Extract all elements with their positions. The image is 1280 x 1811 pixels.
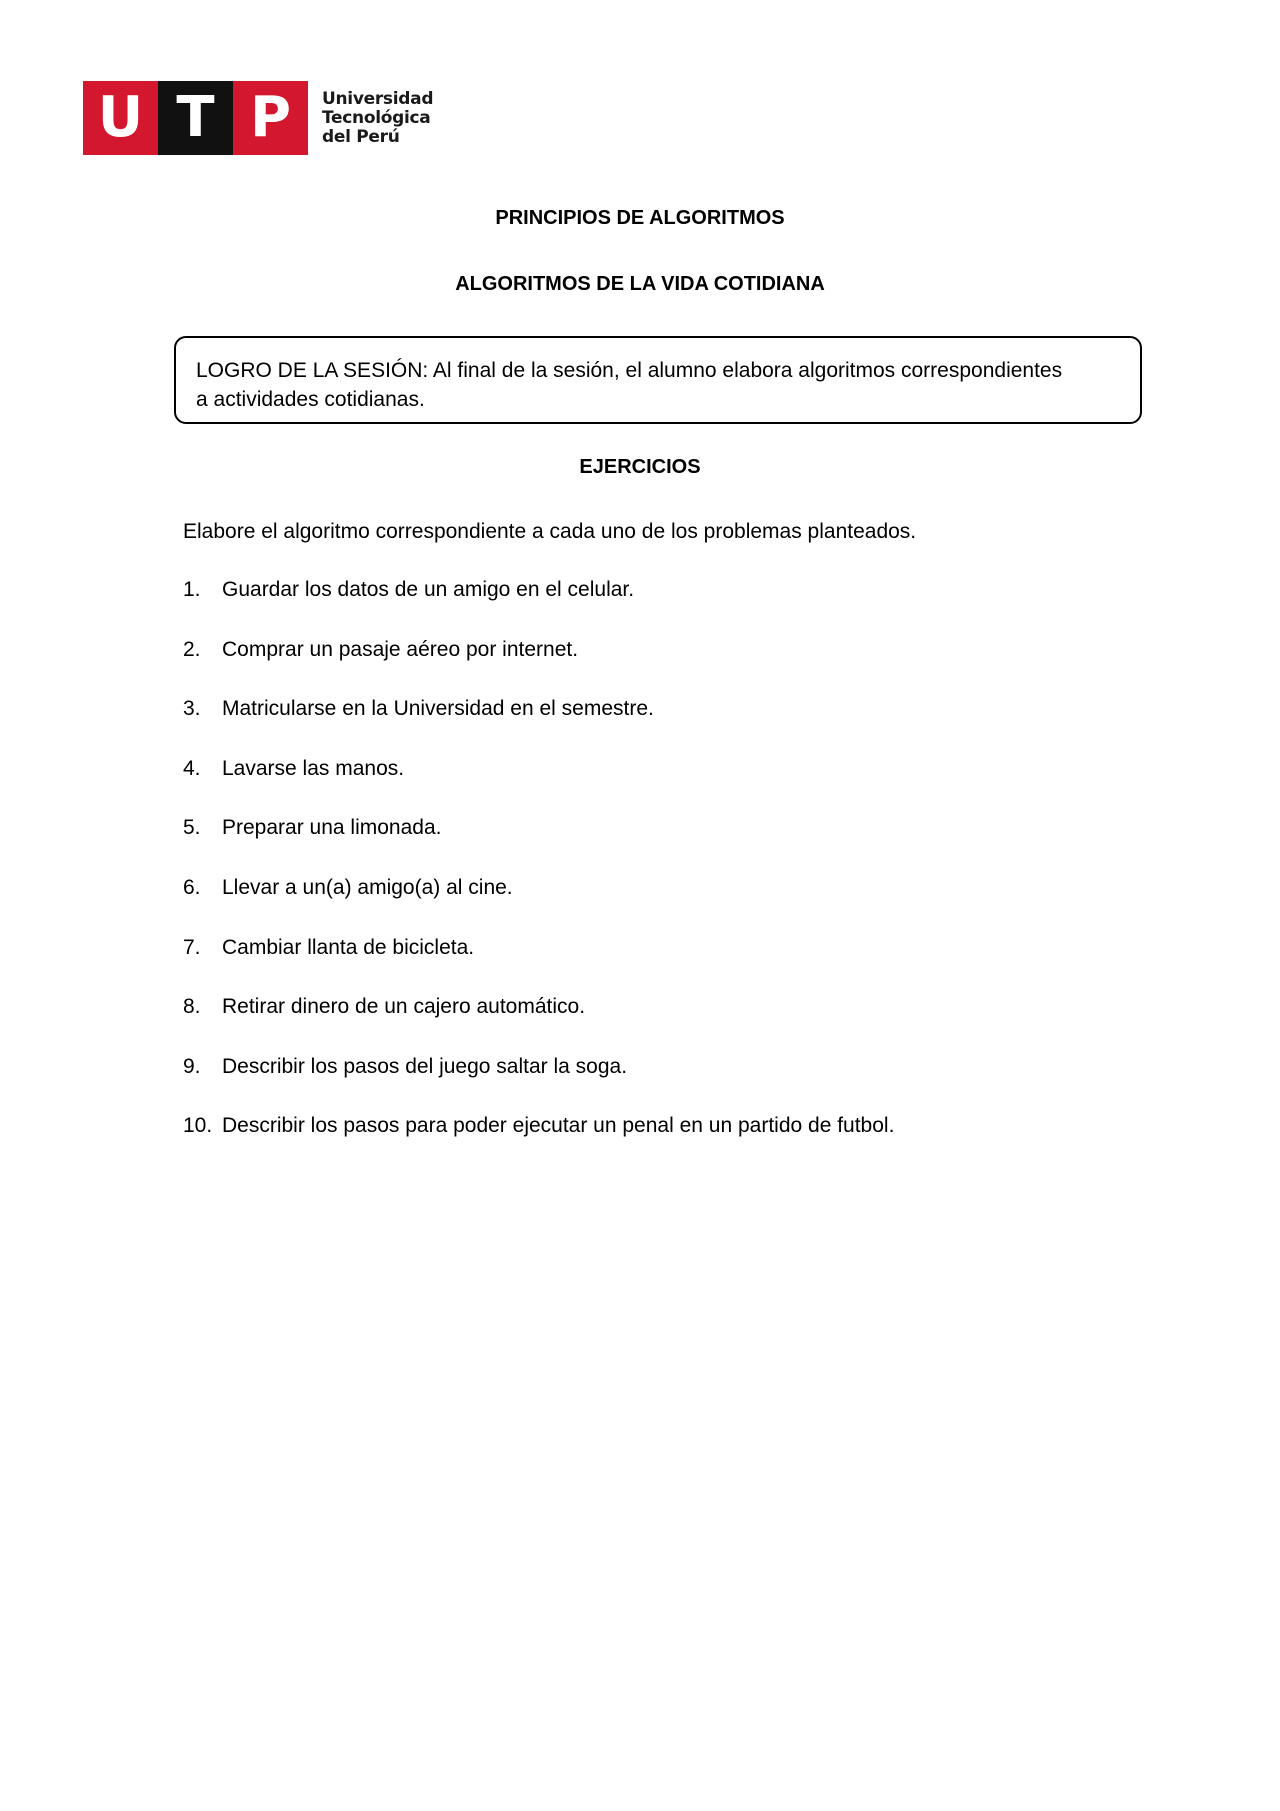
session-goal-line-2: a actividades cotidianas.	[196, 388, 425, 411]
item-text: Llevar a un(a) amigo(a) al cine.	[222, 875, 513, 899]
item-number: 9.	[183, 1054, 201, 1078]
session-goal-box	[174, 336, 1142, 424]
utp-logo	[83, 81, 433, 155]
logo-line-3: del Perú	[322, 126, 400, 147]
item-number: 2.	[183, 637, 201, 661]
list-item	[183, 638, 894, 698]
logo-letter-t: T	[158, 81, 233, 155]
item-text: Lavarse las manos.	[222, 756, 405, 780]
list-item	[183, 1055, 894, 1115]
logo-line-2: Tecnológica	[322, 107, 431, 128]
item-text: Guardar los datos de un amigo en el celular.	[222, 578, 635, 601]
section-heading: EJERCICIOS	[579, 456, 701, 478]
item-number: 3.	[183, 697, 201, 721]
logo-letter-u: U	[83, 81, 158, 155]
item-text: Preparar una limonada.	[222, 816, 442, 840]
item-text: Matricularse en la Universidad en el semestre.	[222, 697, 654, 721]
item-number: 4.	[183, 756, 201, 780]
exercise-list	[183, 578, 894, 1174]
list-item	[183, 995, 894, 1055]
logo-mark	[83, 81, 308, 155]
list-item	[183, 578, 894, 638]
item-number: 8.	[183, 995, 201, 1019]
list-item	[183, 936, 894, 996]
list-item	[183, 816, 894, 876]
item-text: Describir los pasos para poder ejecutar un penal en un partido de futbol.	[222, 1114, 895, 1138]
item-number: 1.	[183, 578, 201, 601]
item-number: 5.	[183, 816, 201, 840]
session-goal-line-1: LOGRO DE LA SESIÓN: Al final de la sesión, el alumno elabora algoritmos correspondientes	[196, 359, 1063, 382]
item-number: 6.	[183, 875, 201, 899]
logo-wordmark	[322, 90, 433, 147]
list-item	[183, 757, 894, 817]
item-text: Describir los pasos del juego saltar la soga.	[222, 1054, 628, 1078]
item-number: 10.	[183, 1114, 213, 1138]
item-text: Retirar dinero de un cajero automático.	[222, 995, 586, 1019]
logo-line-1: Universidad	[322, 88, 434, 109]
exercise-instructions: Elabore el algoritmo correspondiente a cada uno de los problemas planteados.	[183, 520, 917, 543]
item-text: Comprar un pasaje aéreo por internet.	[222, 637, 579, 661]
list-item	[183, 697, 894, 757]
list-item	[183, 876, 894, 936]
item-number: 7.	[183, 935, 201, 959]
document-subtitle: ALGORITMOS DE LA VIDA COTIDIANA	[455, 273, 825, 295]
item-text: Cambiar llanta de bicicleta.	[222, 935, 475, 959]
logo-letter-p: P	[233, 81, 308, 155]
list-item	[183, 1114, 894, 1174]
document-title: PRINCIPIOS DE ALGORITMOS	[495, 207, 785, 229]
